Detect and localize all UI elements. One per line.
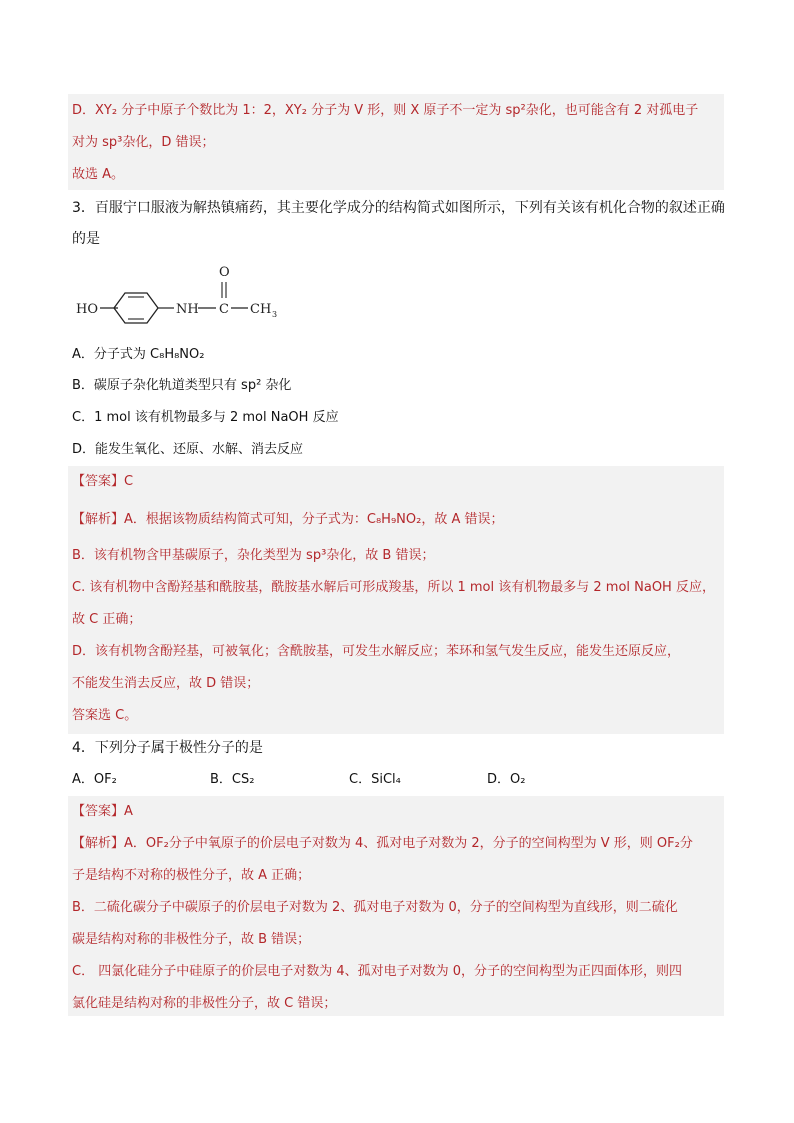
q3-structure-diagram <box>72 262 292 332</box>
q3-option-c: C．1 mol 该有机物最多与 2 mol NaOH 反应 <box>72 410 339 425</box>
q3-option-a: A．分子式为 C₈H₈NO₂ <box>72 347 205 362</box>
q3-analysis-d2: 不能发生消去反应，故 D 错误； <box>72 676 260 691</box>
structure-ch3-subscript: 3 <box>272 310 278 319</box>
q3-analysis-c1: C. 该有机物中含酚羟基和酰胺基，酰胺基水解后可形成羧基，所以 1 mol 该有机物最多与 2 mol NaOH 反应， <box>72 580 715 595</box>
q4-analysis-c2: 氯化硅是结构对称的非极性分子，故 C 错误； <box>72 996 337 1011</box>
q4-option-c: C．SiCl₄ <box>349 772 401 787</box>
prev-option-d-line2: 对为 sp³杂化，D 错误； <box>72 135 215 150</box>
q3-option-d: D．能发生氧化、还原、水解、消去反应 <box>72 442 304 457</box>
prev-option-d-line1: D．XY₂ 分子中原子个数比为 1：2，XY₂ 分子为 V 形，则 X 原子不一定为 sp²杂化，也可能含有 2 对孤电子 <box>72 103 699 118</box>
q4-option-b: B．CS₂ <box>210 772 255 787</box>
structure-c-label: C <box>219 302 229 317</box>
q4-analysis-a2: 子是结构不对称的极性分子，故 A 正确； <box>72 868 311 883</box>
q4-analysis-c1: C． 四氯化硅分子中硅原子的价层电子对数为 4、孤对电子对数为 0，分子的空间构型为正四面体形，则四 <box>72 964 683 979</box>
q3-option-b: B．碳原子杂化轨道类型只有 sp² 杂化 <box>72 378 292 393</box>
q3-analysis-b: B．该有机物含甲基碳原子，杂化类型为 sp³杂化，故 B 错误； <box>72 548 435 563</box>
prev-conclusion: 故选 A。 <box>72 167 125 182</box>
structure-nh-label: NH <box>176 302 199 317</box>
q3-analysis-c2: 故 C 正确； <box>72 612 142 627</box>
q3-analysis-d1: D．该有机物含酚羟基，可被氧化；含酰胺基，可发生水解反应；苯环和氢气发生反应，能发生还原反应， <box>72 644 681 659</box>
q4-analysis-a1: 【解析】A．OF₂分子中氧原子的价层电子对数为 4、孤对电子对数为 2，分子的空间构型为 V 形，则 OF₂分 <box>72 836 693 851</box>
q3-stem-line1: 3．百服宁口服液为解热镇痛药，其主要化学成分的结构简式如图所示，下列有关该有机化合物的叙述正确 <box>72 200 725 216</box>
q3-answer: 【答案】C <box>72 474 134 489</box>
q3-stem-line2: 的是 <box>72 231 100 247</box>
structure-ch3-label: CH <box>250 302 272 317</box>
q4-stem: 4．下列分子属于极性分子的是 <box>72 740 263 756</box>
q4-option-d: D．O₂ <box>487 772 526 787</box>
q3-analysis-end: 答案选 C。 <box>72 708 138 723</box>
q4-option-a: A．OF₂ <box>72 772 117 787</box>
q4-analysis-b2: 碳是结构对称的非极性分子，故 B 错误； <box>72 932 311 947</box>
q4-answer: 【答案】A <box>72 804 133 819</box>
structure-o-label: O <box>219 265 230 280</box>
structure-ho-label: HO <box>76 302 98 317</box>
q4-analysis-b1: B．二硫化碳分子中碳原子的价层电子对数为 2、孤对电子对数为 0，分子的空间构型为直线形，则二硫化 <box>72 900 678 915</box>
q3-analysis-a: 【解析】A．根据该物质结构简式可知，分子式为：C₈H₉NO₂，故 A 错误； <box>72 512 504 527</box>
